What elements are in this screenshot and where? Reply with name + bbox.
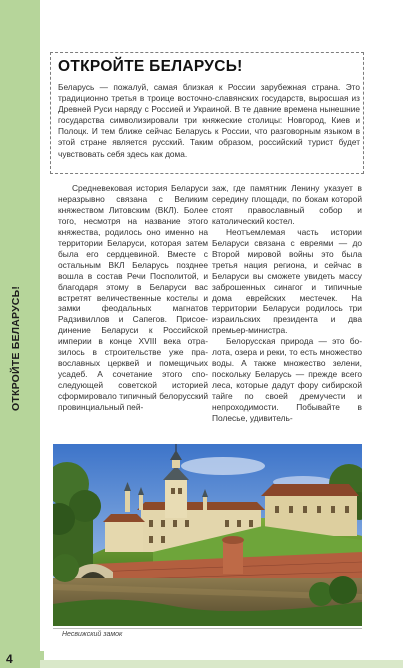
right-paragraph-2: Неотъемлемая часть истории Беларуси связана с евреями — до Второй мировой войны это была третья нация региона, и сейчас в Беларуси вы сможете увидеть массу заброшенных синагог и типичные дома еврейских местечек. На территории Беларуси родилось три израильских президента и два премьер-министра. <box>212 226 362 336</box>
page-number: 4 <box>6 652 13 666</box>
left-paragraph-1: Средневековая история Беларуси неразрывно связана с Великим княжеством Литовским (ВКЛ). Более того, несмотря на название этого княжества, родилось оно именно на территории Беларуси, которая затем была его сердцевиной. Вместе с остальным ВКЛ Беларусь позднее вошла в состав Речи Посполитой, и благодаря этому в Беларуси вас встретят величественные костелы и замки феодальных магнатов Радзивиллов и Сапегов. Присоединение Беларуси к Российской империи в конце XVIII века отразилось в строительстве уже православных церквей и помещичьих усадеб. А сочетание этого споследующей советской историей сформировало типичный белорусский провинциальный пей- <box>58 183 208 413</box>
castle-photo <box>53 444 362 626</box>
caption-divider <box>53 628 362 629</box>
right-column <box>212 183 362 424</box>
left-column <box>58 183 208 413</box>
side-section-label: ОТКРОЙТЕ БЕЛАРУСЬ! <box>10 285 22 411</box>
bottom-strip <box>40 660 403 668</box>
intro-title: ОТКРОЙТЕ БЕЛАРУСЬ! <box>58 58 243 75</box>
photo-caption: Несвижский замок <box>62 631 123 638</box>
intro-text: Беларусь — пожалуй, самая близкая к России зарубежная страна. Это традиционно третья в троице восточно-славянских государств, выросшая из Древней Руси наряду с Россией и Украиной. В те давние времена нынешние государства символизировали три княжеские столицы: Новгород, Киев и Полоцк. И тем ближе сейчас Беларусь к России, что разговорным языком в этой стране является русский. Таким образом, российский турист будет чувствовать себя здесь как дома. <box>58 82 360 159</box>
right-paragraph-1: заж, где памятник Ленину указует в середину площади, по бокам которой стоят православный собор и католический костел. <box>212 183 362 226</box>
right-paragraph-3: Белорусская природа — это болота, озера и реки, то есть множество воды. А также множество зелени, поскольку Беларусь — прежде всего леса, которые дадут фору сибирской тайге по своей дремучести и непроходимости. Побывайте в Полесье, удивитель- <box>212 336 362 424</box>
